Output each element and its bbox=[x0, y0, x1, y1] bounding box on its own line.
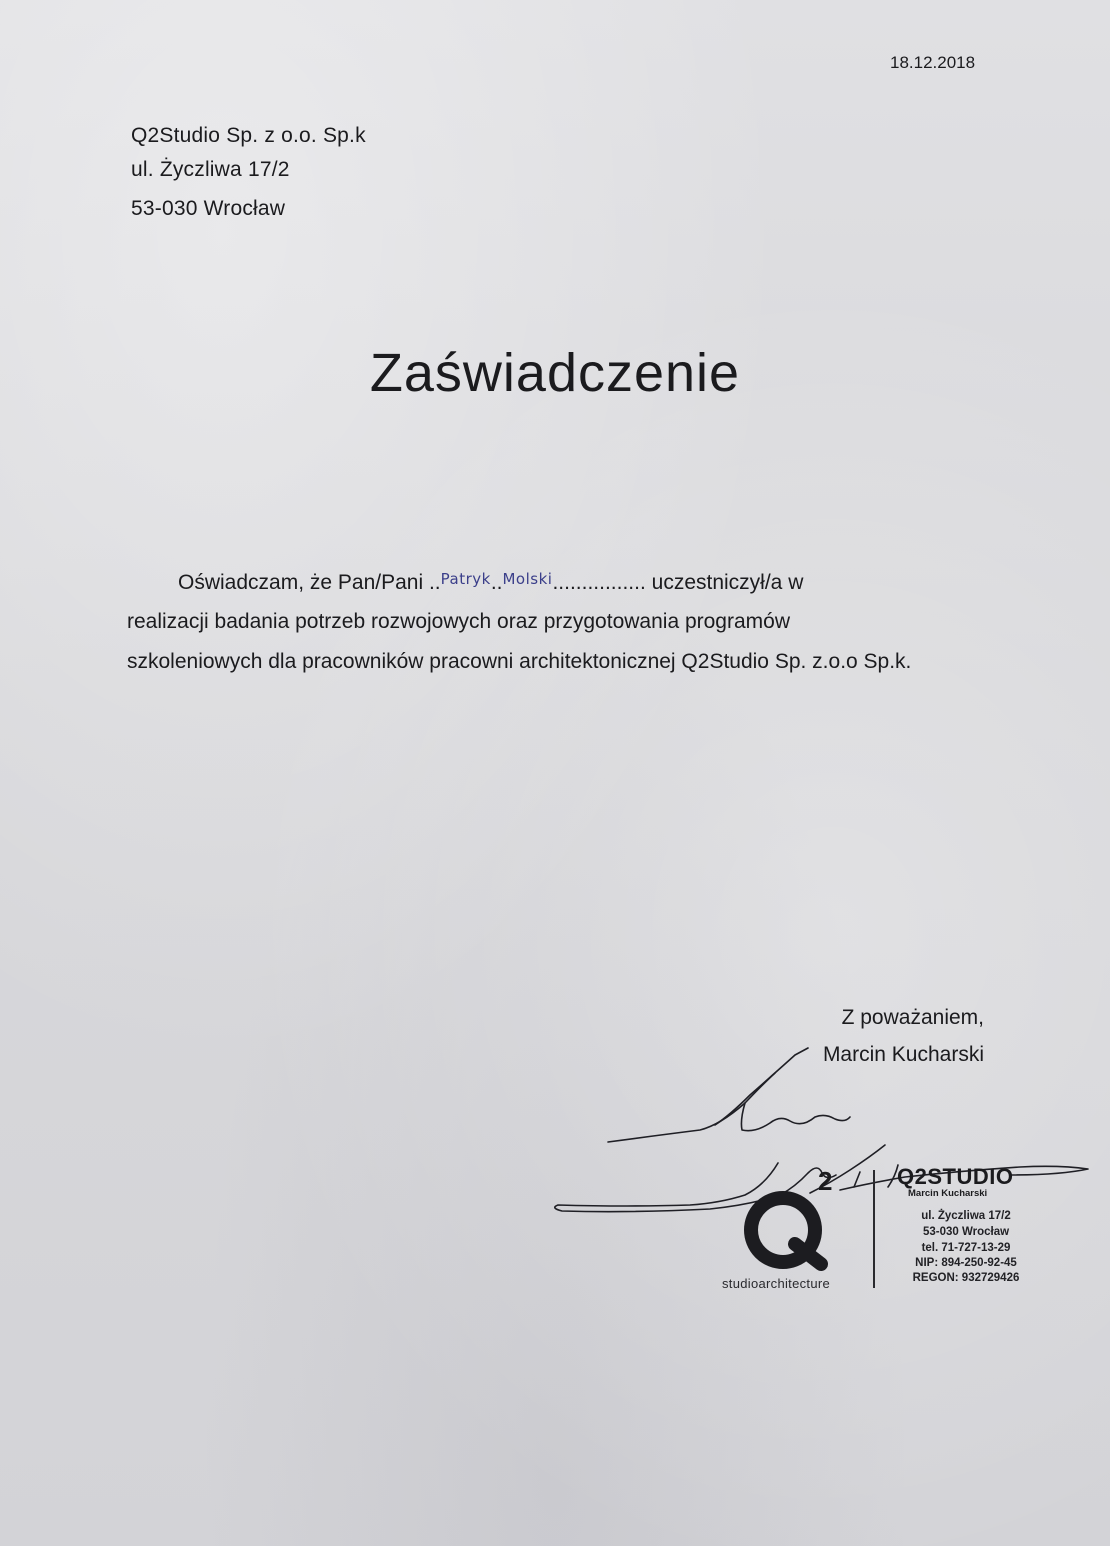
closing-greeting: Z poważaniem, bbox=[841, 1006, 984, 1029]
stamp-regon: REGON: 932729426 bbox=[912, 1272, 1020, 1284]
stamp-phone: tel. 71-727-13-29 bbox=[921, 1242, 1011, 1254]
q2-logo-superscript: 2 bbox=[818, 1166, 833, 1196]
sender-street: ul. Życzliwa 17/2 bbox=[131, 158, 290, 181]
body-line-1 bbox=[178, 571, 803, 595]
sender-city: 53-030 Wrocław bbox=[131, 197, 286, 220]
document-title: Zaświadczenie bbox=[369, 343, 741, 403]
stamp-company: Q2STUDIO bbox=[897, 1164, 1014, 1189]
stamp-logo-subtitle: studioarchitecture bbox=[722, 1276, 831, 1291]
document-date: 18.12.2018 bbox=[890, 53, 976, 72]
body-line-2: realizacji badania potrzeb rozwojowych oraz przygotowania programów bbox=[127, 610, 790, 633]
body-line-3: szkoleniowych dla pracowników pracowni architektonicznej Q2Studio Sp. z.o.o Sp.k. bbox=[127, 650, 912, 673]
body-line-1-suffix: ................ uczestniczył/a w bbox=[552, 571, 804, 594]
stamp-divider bbox=[873, 1170, 875, 1288]
handwritten-first-name: Patryk bbox=[440, 570, 491, 588]
stamp-nip: NIP: 894-250-92-45 bbox=[915, 1257, 1017, 1269]
stamp-person: Marcin Kucharski bbox=[908, 1188, 988, 1199]
handwritten-last-name: Molski bbox=[502, 570, 553, 588]
closing-signatory: Marcin Kucharski bbox=[822, 1043, 984, 1066]
stamp-city: 53-030 Wrocław bbox=[922, 1226, 1010, 1238]
sender-name: Q2Studio Sp. z o.o. Sp.k bbox=[131, 124, 366, 147]
body-line-1-between: .. bbox=[490, 571, 503, 594]
stamp-street: ul. Życzliwa 17/2 bbox=[921, 1210, 1011, 1222]
body-line-1-prefix: Oświadczam, że Pan/Pani .. bbox=[178, 571, 441, 594]
